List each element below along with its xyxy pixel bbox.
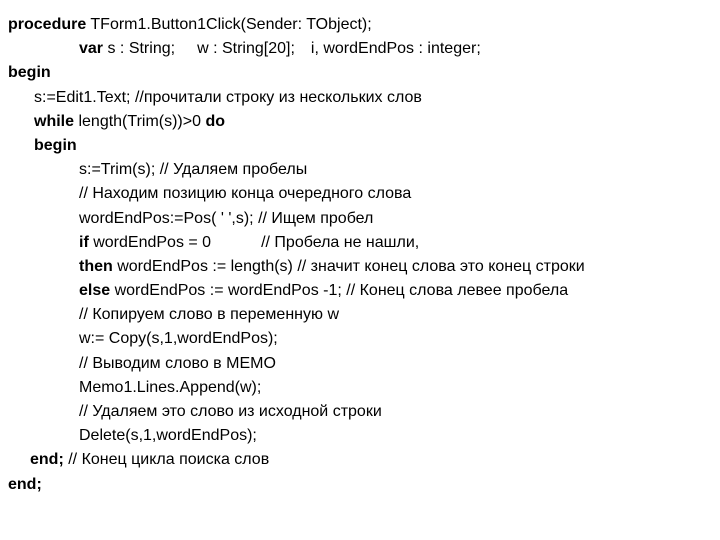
keyword: do [205,112,225,130]
code-text: s:=Edit1.Text; //прочитали строку из нескольких слов [34,88,422,106]
code-line-6 [8,134,714,158]
code-line-4 [8,86,714,110]
code-line-1 [8,13,714,37]
code-line-16 [8,376,714,400]
code-text: wordEndPos = 0 [88,233,212,251]
code-line-18 [8,424,714,448]
code-line-13 [8,303,714,327]
keyword: then [79,257,113,275]
code-text: wordEndPos:=Pos( ' ',s); // Ищем пробел [79,209,374,227]
code-text: s:=Trim(s); // Удаляем пробелы [79,161,308,179]
code-line-17 [8,400,714,424]
code-text: // Находим позицию конца очередного слова [79,185,412,203]
code-text: wordEndPos := length(s) // значит конец слова это конец строки [112,257,585,275]
code-text: length(Trim(s))>0 [74,112,206,130]
keyword: var [79,40,104,58]
keyword: begin [34,136,77,154]
code-line-8 [8,182,714,206]
code-line-5 [8,110,714,134]
code-text: // Конец цикла поиска слов [63,451,270,469]
code-line-15 [8,352,714,376]
keyword: begin [8,64,51,82]
code-text: // Выводим слово в MEMO [79,354,276,372]
code-line-11 [8,255,714,279]
code-line-7 [8,158,714,182]
code-line-20 [8,473,714,497]
code-text: wordEndPos := wordEndPos -1; // Конец слова левее пробела [110,282,569,300]
code-line-14 [8,327,714,351]
code-line-3 [8,61,714,85]
keyword: end; [30,451,64,469]
code-text: Memo1.Lines.Append(w); [79,378,262,396]
code-text: w:= Copy(s,1,wordEndPos); [79,330,278,348]
code-line-2 [8,37,714,61]
keyword: end; [8,475,42,493]
keyword: procedure [8,16,87,33]
code-text: w : String[20]; [197,40,295,58]
code-text: Delete(s,1,wordEndPos); [79,427,257,445]
code-text: // Копируем слово в переменную w [79,306,339,324]
code-text: // Удаляем это слово из исходной строки [79,403,382,420]
code-text: s : String; [103,40,176,58]
keyword: if [79,233,89,251]
code-line-19 [8,448,714,472]
keyword: else [79,282,111,300]
code-listing [8,13,714,497]
keyword: while [34,112,75,130]
code-line-9 [8,207,714,231]
code-text: TForm1.Button1Click(Sender: TObject); [86,16,372,33]
code-line-12 [8,279,714,303]
code-text: // Пробела не нашли, [261,233,420,251]
code-text: i, wordEndPos : integer; [310,40,481,58]
code-line-10 [8,231,714,255]
